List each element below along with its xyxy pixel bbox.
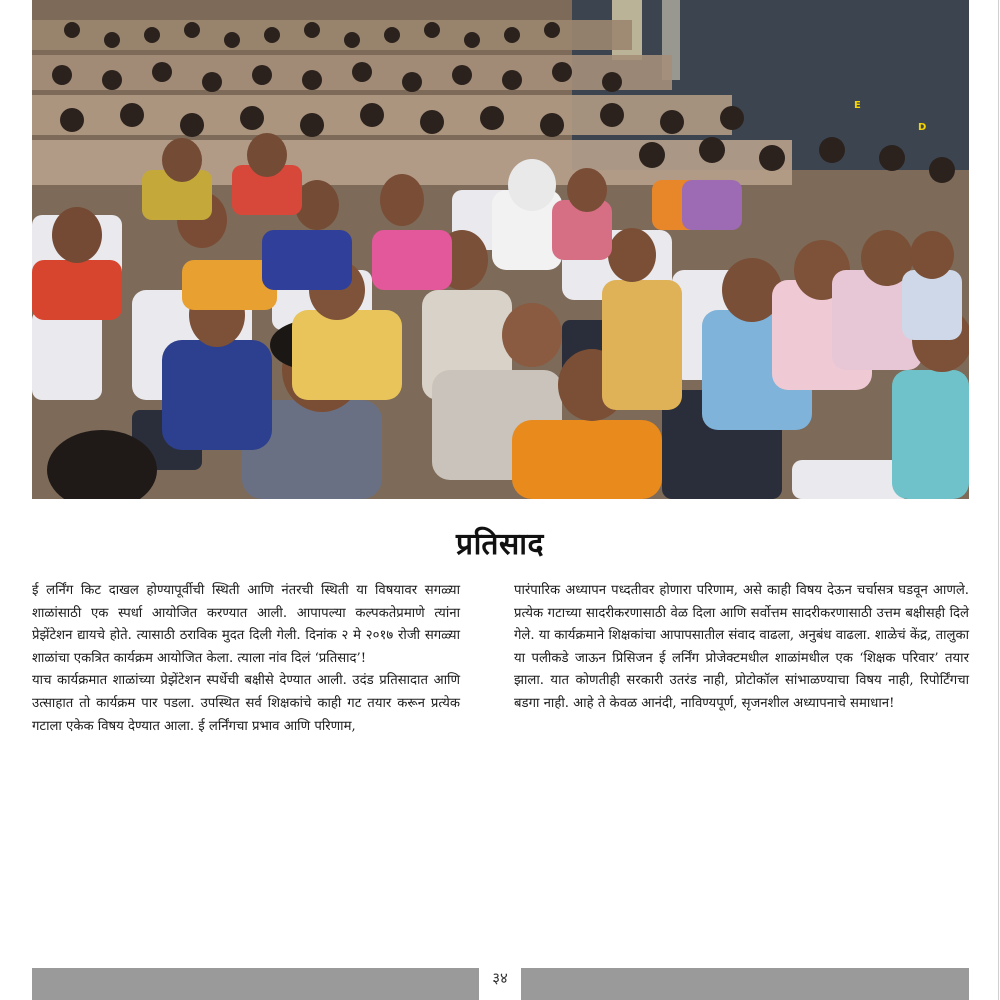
page-edge-divider [998, 0, 999, 1000]
svg-text:D: D [918, 122, 927, 133]
page-title: प्रतिसाद [456, 527, 544, 562]
svg-text:E: E [854, 100, 861, 111]
audience-photo [32, 0, 969, 499]
body-column-left [32, 580, 460, 738]
paragraph: याच कार्यक्रमात शाळांच्या प्रेझेंटेशन स्पर्धेची बक्षीसे देण्यात आली. उदंड प्रतिसादात आणि उत्साहात तो कार्यक्रम पार पडला. उपस्थित सर्व शिक्षकांचे काही गट तयार करून प्रत्येक गटाला एकेक विषय देण्यात आला. ई लर्निंगचा प्रभाव आणि परिणाम, [32, 673, 460, 734]
page-number: ३४ [479, 957, 521, 1000]
body-column-right [514, 580, 969, 716]
paragraph: ई लर्निंग किट दाखल होण्यापूर्वीची स्थिती आणि नंतरची स्थिती या विषयावर सगळ्या शाळांसाठी एक स्पर्धा आयोजित करण्यात आली. आपापल्या कल्पकतेप्रमाणे त्यांना प्रेझेंटेशन द्यायचे होते. त्यासाठी ठराविक मुदत दिली गेली. दिनांक २ मे २०१७ रोजी सगळ्या शाळांचा एकत्रित कार्यक्रम आयोजित केला. त्याला नांव दिलं ‘प्रतिसाद’! [32, 583, 460, 666]
audience-illustration [32, 0, 969, 499]
paragraph: पारंपारिक अध्यापन पध्दतीवर होणारा परिणाम, असे काही विषय देऊन चर्चासत्र घडवून आणले. प्रत्येक गटाच्या सादरीकरणासाठी वेळ दिला आणि सर्वोत्तम सादरीकरणासाठी उत्तम बक्षीसही दिले गेले. या कार्यक्रमाने शिक्षकांचा आपापसातील संवाद वाढला, अनुबंध वाढला. शाळेचं केंद्र, तालुका या पलीकडे जाऊन प्रिसिजन ई लर्निंग प्रोजेक्टमधील शाळांमधील एक ‘शिक्षक परिवार’ तयार झाला. यात कोणतीही सरकारी उतरंड नाही, प्रोटोकॉल सांभाळण्याचा विषय नाही, रिपोर्टिंगचा बडगा नाही. आहे ते केवळ आनंदी, नाविण्यपूर्ण, सृजनशील अध्यापनाचे समाधान! [514, 583, 969, 711]
